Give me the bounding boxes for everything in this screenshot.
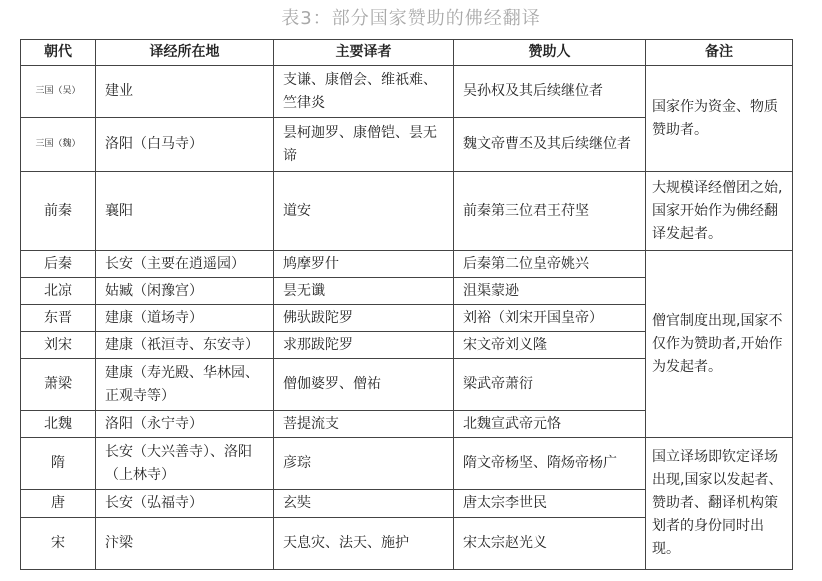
- header-location: 译经所在地: [96, 40, 274, 66]
- dynasty-cell: 刘宋: [21, 332, 96, 359]
- translators-cell: 求那跋陀罗: [274, 332, 454, 359]
- translators-cell: 道安: [274, 172, 454, 251]
- header-translators: 主要译者: [274, 40, 454, 66]
- table-title: 表3：部分国家赞助的佛经翻译: [281, 8, 541, 29]
- translators-cell: 昙无谶: [274, 278, 454, 305]
- dynasty-cell: 唐: [21, 490, 96, 518]
- location-cell: 襄阳: [96, 172, 274, 251]
- location-cell: 长安（主要在逍遥园）: [96, 251, 274, 278]
- dynasty-cell: 三国（吴）: [21, 66, 96, 118]
- table-row: [21, 172, 793, 251]
- location-cell: 长安（弘福寺）: [96, 490, 274, 518]
- translators-cell: 天息灾、法天、施护: [274, 518, 454, 570]
- translators-cell: 佛驮跋陀罗: [274, 305, 454, 332]
- translators-cell: 玄奘: [274, 490, 454, 518]
- note-cell: 国家作为资金、物质赞助者。: [646, 66, 793, 172]
- patron-cell: 宋太宗赵光义: [454, 518, 646, 570]
- dynasty-cell: 北凉: [21, 278, 96, 305]
- location-cell: 建康（道场寺）: [96, 305, 274, 332]
- table-row: [21, 438, 793, 490]
- location-cell: 建业: [96, 66, 274, 118]
- header-row: [21, 40, 793, 66]
- header-dynasty: 朝代: [21, 40, 96, 66]
- dynasty-cell: 前秦: [21, 172, 96, 251]
- patron-cell: 前秦第三位君王苻坚: [454, 172, 646, 251]
- header-notes: 备注: [646, 40, 793, 66]
- location-cell: 汴梁: [96, 518, 274, 570]
- dynasty-cell: 萧梁: [21, 359, 96, 411]
- patron-cell: 宋文帝刘义隆: [454, 332, 646, 359]
- location-cell: 建康（寿光殿、华林园、正观寺等）: [96, 359, 274, 411]
- patron-cell: 唐太宗李世民: [454, 490, 646, 518]
- translators-cell: 鸠摩罗什: [274, 251, 454, 278]
- location-cell: 洛阳（永宁寺）: [96, 411, 274, 438]
- dynasty-cell: 后秦: [21, 251, 96, 278]
- patron-cell: 吴孙权及其后续继位者: [454, 66, 646, 118]
- dynasty-cell: 隋: [21, 438, 96, 490]
- patron-cell: 北魏宣武帝元恪: [454, 411, 646, 438]
- dynasty-cell: 北魏: [21, 411, 96, 438]
- dynasty-cell: 三国（魏）: [21, 118, 96, 172]
- location-cell: 洛阳（白马寺）: [96, 118, 274, 172]
- patron-cell: 梁武帝萧衍: [454, 359, 646, 411]
- translation-table: [20, 39, 793, 570]
- note-cell: 国立译场即钦定译场出现,国家以发起者、赞助者、翻译机构策划者的身份同时出现。: [646, 438, 793, 570]
- note-cell: 僧官制度出现,国家不仅作为赞助者,开始作为发起者。: [646, 251, 793, 438]
- translators-cell: 菩提流支: [274, 411, 454, 438]
- translators-cell: 僧伽婆罗、僧祐: [274, 359, 454, 411]
- location-cell: 姑臧（闲豫宫）: [96, 278, 274, 305]
- dynasty-cell: 东晋: [21, 305, 96, 332]
- location-cell: 建康（祇洹寺、东安寺）: [96, 332, 274, 359]
- patron-cell: 刘裕（刘宋开国皇帝）: [454, 305, 646, 332]
- patron-cell: 后秦第二位皇帝姚兴: [454, 251, 646, 278]
- note-cell: 大规模译经僧团之始,国家开始作为佛经翻译发起者。: [646, 172, 793, 251]
- patron-cell: 隋文帝杨坚、隋炀帝杨广: [454, 438, 646, 490]
- table-row: [21, 251, 793, 278]
- patron-cell: 魏文帝曹丕及其后续继位者: [454, 118, 646, 172]
- header-patron: 赞助人: [454, 40, 646, 66]
- patron-cell: 沮渠蒙逊: [454, 278, 646, 305]
- translators-cell: 彦琮: [274, 438, 454, 490]
- translators-cell: 支谦、康僧会、维祇难、竺律炎: [274, 66, 454, 118]
- translators-cell: 昙柯迦罗、康僧铠、昙无谛: [274, 118, 454, 172]
- dynasty-cell: 宋: [21, 518, 96, 570]
- table-row: [21, 66, 793, 118]
- location-cell: 长安（大兴善寺）、洛阳（上林寺）: [96, 438, 274, 490]
